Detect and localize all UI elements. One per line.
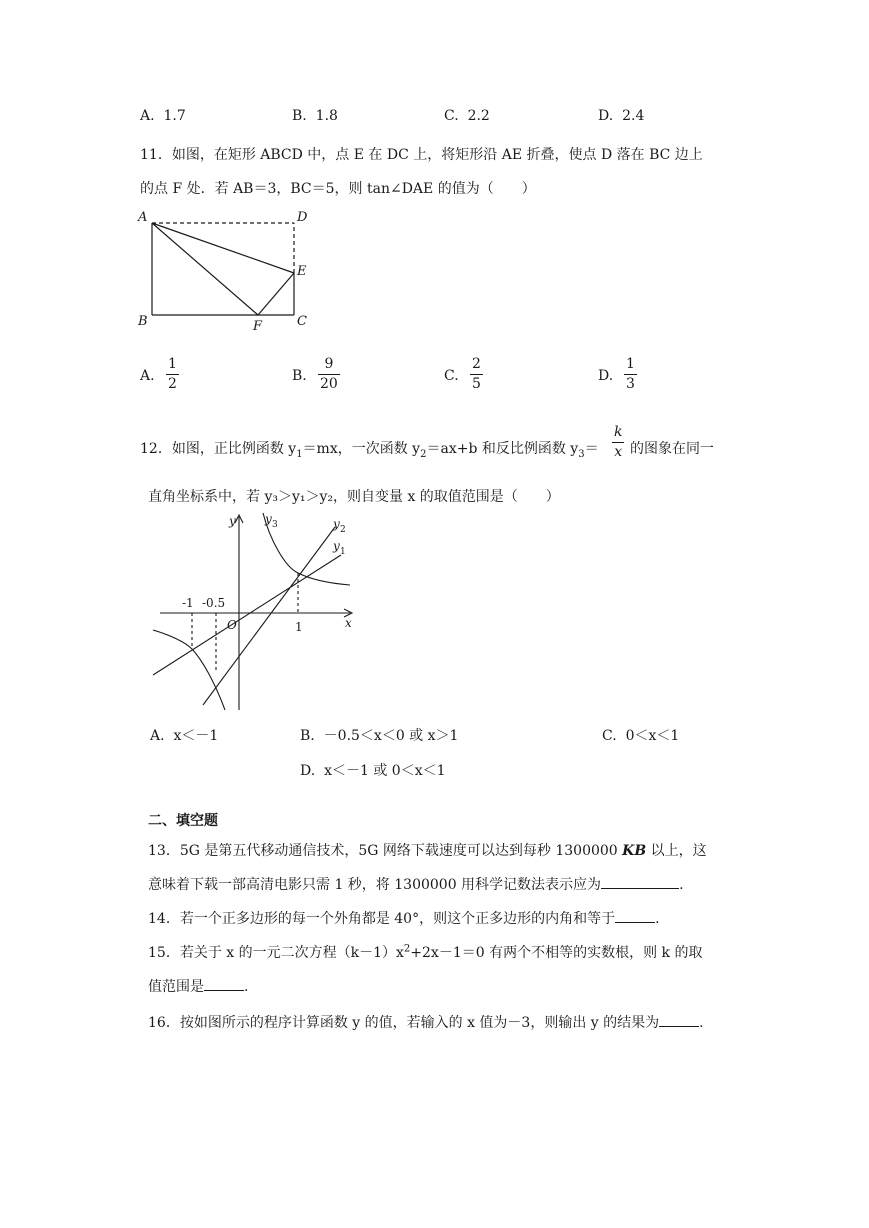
q15-text-line1: 15．若关于 x 的一元二次方程$(k-1)x^2+2x-1=0$ 有两个不相等的实数根，则 k 的取: [148, 943, 703, 961]
q12-text-line2: 直角坐标系中，若 y₃＞y₁＞y₂，则自变量 x 的取值范围是（ ）: [148, 489, 560, 505]
tick-label-neg05: -0.5: [202, 596, 226, 610]
q10-option-d: D. 2.4: [598, 108, 645, 124]
q13-answer-blank: [601, 874, 679, 889]
q15-text-line2: 值范围是 .: [148, 976, 248, 996]
q11-option-b-fraction: 9 20: [320, 356, 338, 392]
q11-option-a-label: A.: [140, 368, 155, 384]
hyperbola-y3-branch-left: [153, 630, 225, 710]
label-y1-sub: 1: [340, 547, 346, 557]
q16-text: 16．按如图所示的程序计算函数 y 的值，若输入的 x 值为－3，则输出 y 的结果为 .: [148, 1012, 704, 1032]
tick-label-1: 1: [295, 620, 303, 634]
q10-option-a: A. 1.7: [140, 108, 186, 124]
label-y3: y: [265, 512, 272, 526]
q16-answer-blank: [659, 1012, 699, 1027]
q13-text-line1: 13．5G 是第五代移动通信技术，5G 网络下载速度可以达到每秒 1300000 KB 以上，这: [148, 843, 707, 859]
q11-option-b-label: B.: [292, 368, 307, 384]
label-d: D: [297, 210, 308, 225]
y-axis-label: y: [229, 514, 236, 528]
q12-k-over-x-fraction: k x: [614, 424, 623, 460]
q11-option-d-label: D.: [598, 368, 614, 384]
label-f: F: [253, 319, 263, 334]
q13-text-line2: 意味着下载一部高清电影只需 1 秒，将 1300000 用科学记数法表示应为 .: [148, 874, 684, 894]
q12-option-b: B. －0.5＜x＜0 或 x＞1: [300, 728, 459, 744]
origin-label: O: [227, 618, 237, 632]
q14-answer-blank: [615, 908, 655, 923]
fold-line-ae: [152, 223, 294, 273]
label-y2: y: [333, 517, 340, 531]
segment-af: [152, 223, 258, 315]
q15-answer-blank: [204, 976, 244, 991]
label-c: C: [297, 314, 307, 329]
q12-text-line1-end: 的图象在同一: [630, 441, 714, 457]
q11-option-d-fraction: 1 3: [626, 356, 635, 392]
line-y2: [203, 527, 335, 705]
q10-option-c: C. 2.2: [444, 108, 490, 124]
segment-fe: [258, 273, 294, 315]
label-y3-sub: 3: [272, 520, 278, 530]
tick-label-neg1: -1: [182, 596, 194, 610]
label-e: E: [297, 264, 307, 279]
label-b: B: [138, 314, 148, 329]
q11-rectangle-figure: [130, 205, 320, 335]
q12-option-a: A. x＜－1: [150, 728, 219, 744]
q11-option-c-label: C.: [444, 368, 459, 384]
q11-option-a-fraction: 1 2: [168, 356, 177, 392]
q11-option-c-fraction: 2 5: [472, 356, 481, 392]
section-title-fill-in-blank: 二、填空题: [148, 813, 218, 829]
q12-function-graph: [145, 505, 370, 715]
label-y2-sub: 2: [340, 525, 346, 535]
q12-option-c: C. 0＜x＜1: [602, 728, 680, 744]
label-a: A: [138, 210, 148, 225]
q14-text: 14．若一个正多边形的每一个外角都是 40°，则这个正多边形的内角和等于 .: [148, 908, 660, 928]
x-axis-label: x: [345, 616, 352, 630]
q10-option-b: B. 1.8: [292, 108, 338, 124]
line-y1: [153, 555, 341, 675]
label-y1: y: [333, 539, 340, 553]
q12-option-d: D. x＜－1 或 0＜x＜1: [300, 763, 446, 779]
q11-text-line1: 11．如图，在矩形 ABCD 中，点 E 在 DC 上，将矩形沿 AE 折叠，使点 D 落在 BC 边上: [140, 147, 703, 163]
q11-text-line2: 的点 F 处．若 AB＝3，BC＝5，则 tan∠DAE 的值为（ ）: [140, 181, 536, 197]
q12-text-line1: 12．如图，正比例函数 $y_1=mx$，一次函数 $y_2=ax+b$ 和反比例函数 $y_3=$: [140, 441, 599, 460]
